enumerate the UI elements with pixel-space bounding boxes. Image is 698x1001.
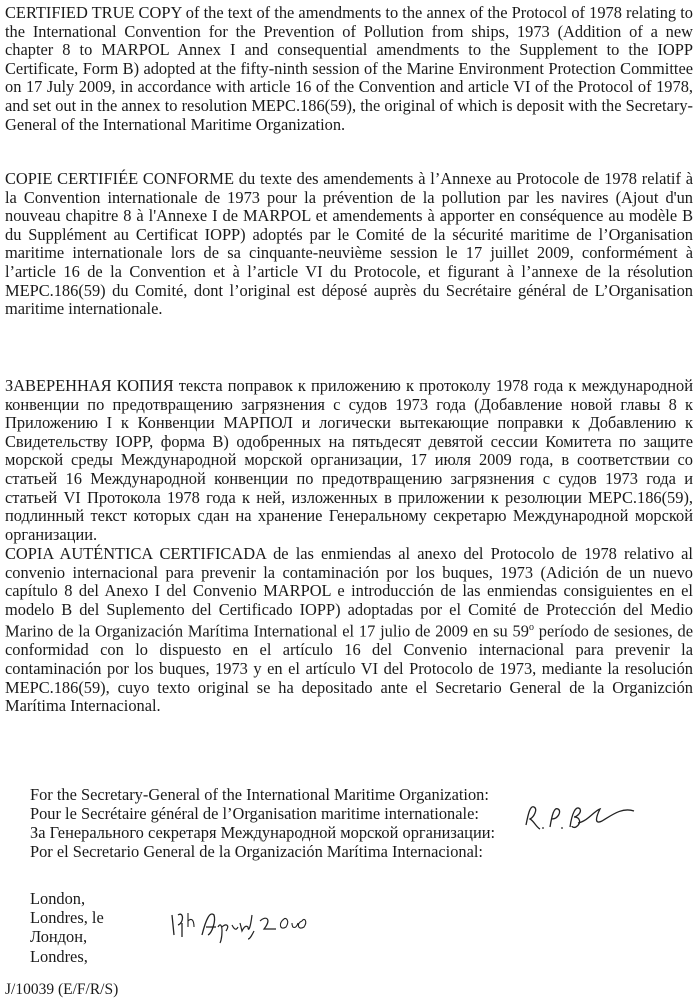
signatory-block <box>30 785 495 861</box>
place-line-spanish: Londres, <box>30 946 88 966</box>
signatory-line-french: Pour le Secrétaire général de l’Organisation maritime internationale: <box>30 804 479 823</box>
paragraph-russian <box>5 377 693 544</box>
paragraph-english <box>5 4 693 134</box>
spanish-body-b: período de sesiones, de conformidad con lo dispuesto en el artículo 16 del Convenio internacional para prevenir la contaminación por los buques, 1973 y en el artículo VI del Protocolo de 1973, mediante la resolución MEPC.186(59), cuyo texto original se ha depositado ante el Secretario General de la Organizción Marítima Internacional. <box>5 621 693 716</box>
english-body: of the text of the amendments to the annex of the Protocol of 1978 relating to the International Convention for the Prevention of Pollution from ships, 1973 (Addition of a new chapter 8 to MARPOL Annex I and consequential amendments to the Supplement to the IOPP Certificate, Form B) adopted at the fifty-ninth session of the Marine Environment Protection Committee on 17 July 2009, in accordance with article 16 of the Convention and article VI of the Protocol of 1978, and set out in the annex to resolution MEPC.186(59), the original of which is deposit with the Secretary-General of the International Maritime Organization. <box>5 3 693 134</box>
paragraph-spanish <box>5 545 693 716</box>
place-block <box>30 889 104 966</box>
spanish-lead: COPIA AUTÉNTICA CERTIFICADA <box>5 544 266 563</box>
place-line-french: Londres, le <box>30 908 104 928</box>
signatory-line-russian: За Генерального секретаря Международной морской организации: <box>30 823 496 842</box>
place-line-english: London, <box>30 889 86 908</box>
document-reference: J/10039 (E/F/R/S) <box>5 981 119 998</box>
handwritten-date <box>168 905 318 950</box>
signatory-line-spanish: Por el Secretario General de la Organización Marítima Internacional: <box>30 842 483 861</box>
handwritten-signature <box>522 797 642 842</box>
russian-body: текста поправок к приложению к протоколу 1978 года к международной конвенции по предотвращению загрязнения с судов 1973 года (Добавление новой главы 8 к Приложению I к Конвенции МАРПОЛ и логически вытекающие поправки к Добавлению к Свидетельству IOPP, форма B) одобренных на пятьдесят девятой сессии Комитета по защите морской среды Международной морской организации, 17 июля 2009 года, в соответствии со статьей 16 Международной конвенции по предотвращению загрязнения с судов 1973 года и статьей VI Протокола 1978 года к ней, изложенных в приложении к резолюции МЕРС.186(59), подлинный текст которых сдан на хранение Генеральному секретарю Международной морской организации. <box>5 376 693 544</box>
spanish-body-a: de las enmiendas al anexo del Protocolo de 1978 relativo al convenio internacional para prevenir la contaminación por los buques, 1973 (Adición de un nuevo capítulo 8 del Anexo I del Convenio MARPOL e introducción de las enmiendas consiguientes en el modelo B del Suplemento del Certificado IOPP) adoptadas por el Comité de Protección del Medio Marino de la Organización Marítima International el 17 julio de 2009 en su 59 <box>5 544 693 641</box>
russian-lead: ЗАВЕРЕННАЯ КОПИЯ <box>5 376 174 395</box>
french-body: du texte des amendements à l’Annexe au Protocole de 1978 relatif à la Convention internationale de 1973 pour la prévention de la pollution par les navires (Ajout d'un nouveau chapitre 8 à l'Annexe I de MARPOL et amendements à apporter en conséquence au modèle B du Supplément au Certificat IOPP) adoptés par le Comité de la sécurité maritime de l’Organisation maritime internationale lors de sa cinquante-neuvième session le 17 juillet 2009, conformément à l’article 16 de la Convention et à l’article VI du Protocole, et figurant à l’annexe de la résolution MEPC.186(59) du Comité, dont l’original est déposé auprès du Secrétaire général de L’Organisation maritime internationale. <box>5 169 693 319</box>
place-line-russian: Лондон, <box>30 927 88 947</box>
spanish-superscript: o <box>528 622 534 634</box>
french-lead: COPIE CERTIFIÉE CONFORME <box>5 169 234 188</box>
signatory-line-english: For the Secretary-General of the International Maritime Organization: <box>30 785 489 804</box>
english-lead: CERTIFIED TRUE COPY <box>5 3 182 22</box>
paragraph-french <box>5 170 693 319</box>
